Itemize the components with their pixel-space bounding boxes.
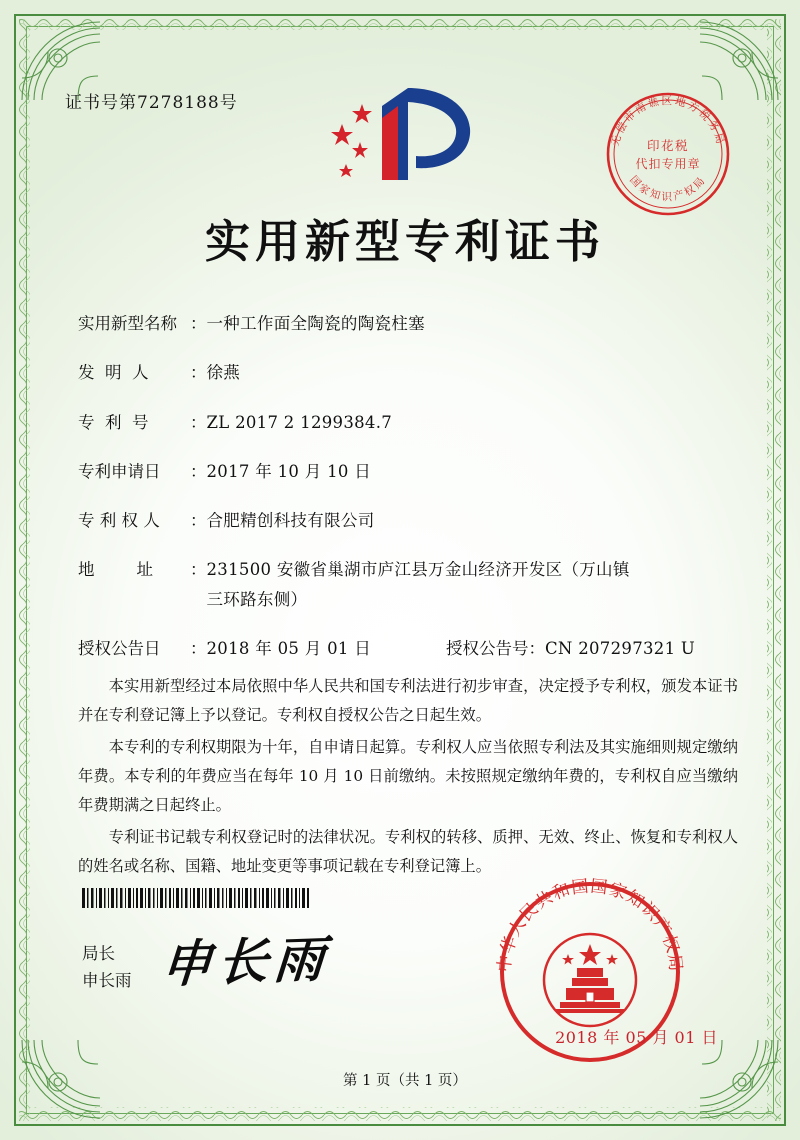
field-grant-date (78, 637, 446, 662)
address-line-2: 三环路东侧） (206, 590, 308, 609)
field-grant-number (446, 637, 695, 662)
field-value: CN 207297321 U (545, 639, 696, 659)
page-number: 第 1 页（共 1 页） (343, 1073, 467, 1089)
director-title-label: 局长 (82, 944, 115, 963)
legal-paragraph-3: 专利证书记载专利权登记时的法律状况。专利权的转移、质押、无效、终止、恢复和专利权人的姓名或名称、国籍、地址变更等事项记载在专利登记簿上。 (78, 827, 738, 876)
field-label: 发 明 人 (78, 363, 149, 383)
field-colon: ： (190, 461, 207, 481)
svg-text:印花税: 印花税 (646, 138, 690, 153)
svg-text:中华人民共和国国家知识产权局: 中华人民共和国国家知识产权局 (494, 876, 686, 974)
director-name-label: 申长雨 (82, 971, 132, 991)
svg-text:国家知识产权局: 国家知识产权局 (627, 173, 709, 203)
field-colon: ： (528, 639, 545, 659)
director-block (82, 940, 132, 994)
field-colon: ： (190, 412, 207, 432)
field-value: ZL 2017 2 1299384.7 (206, 412, 393, 432)
field-label: 专 利 权 人 (78, 511, 160, 530)
field-application-date (78, 460, 740, 485)
stamp-duty-seal (602, 88, 734, 220)
address-line-1: 231500 安徽省巢湖市庐江县万金山经济开发区（万山镇 (206, 560, 630, 580)
field-address (78, 558, 740, 613)
cnipa-logo-icon (320, 70, 490, 190)
field-colon: ： (190, 363, 207, 383)
field-value-wrap (207, 558, 741, 613)
page-title: 实用新型专利证书 (204, 215, 605, 268)
issue-date: 2018 年 05 月 01 日 (555, 1028, 718, 1047)
barcode (82, 888, 312, 908)
legal-paragraph-1: 本实用新型经过本局依照中华人民共和国专利法进行初步审查，决定授予专利权，颁发本证书并在专利登记簿上予以登记。专利权自授权公告之日起生效。 (78, 677, 738, 725)
certificate-number: 证书号第7278188号 (65, 93, 238, 113)
svg-text:无偿市南谯区地方税务局: 无偿市南谯区地方税务局 (609, 95, 727, 148)
field-value: 2017 年 10 月 10 日 (206, 461, 372, 481)
field-utility-model-name (78, 312, 740, 337)
field-value: 合肥精创科技有限公司 (206, 511, 375, 530)
field-label: 专利申请日 (78, 461, 161, 481)
field-label: 实用新型名称 (78, 314, 177, 333)
field-value: 一种工作面全陶瓷的陶瓷柱塞 (206, 314, 425, 333)
field-grant-row (78, 637, 740, 662)
field-colon: ： (190, 560, 207, 580)
field-colon: ： (190, 511, 207, 530)
field-value: 徐燕 (206, 363, 241, 383)
legal-text-block (78, 672, 738, 884)
field-label: 授权公告号 (446, 639, 529, 659)
field-value: 2018 年 05 月 01 日 (206, 639, 372, 659)
field-label: 地 址 (78, 560, 153, 580)
field-label: 授权公告日 (78, 639, 161, 659)
svg-text:代扣专用章: 代扣专用章 (635, 157, 701, 171)
director-signature: 申长雨 (159, 929, 333, 994)
field-colon: ： (190, 639, 207, 659)
field-patentee (78, 509, 740, 534)
field-colon: ： (190, 314, 207, 333)
field-inventor (78, 361, 740, 386)
legal-paragraph-2: 本专利的专利权期限为十年，自申请日起算。专利权人应当依照专利法及其实施细则规定缴纳年费。本专利的年费应当在每年 10 月 10 日前缴纳。未按照规定缴纳年费的，专利权自应当缴纳年费期满之日起终止。 (78, 737, 738, 815)
field-patent-number (78, 411, 740, 436)
field-label: 专 利 号 (78, 412, 149, 432)
field-list (78, 312, 740, 680)
certificate-content (60, 60, 750, 1100)
